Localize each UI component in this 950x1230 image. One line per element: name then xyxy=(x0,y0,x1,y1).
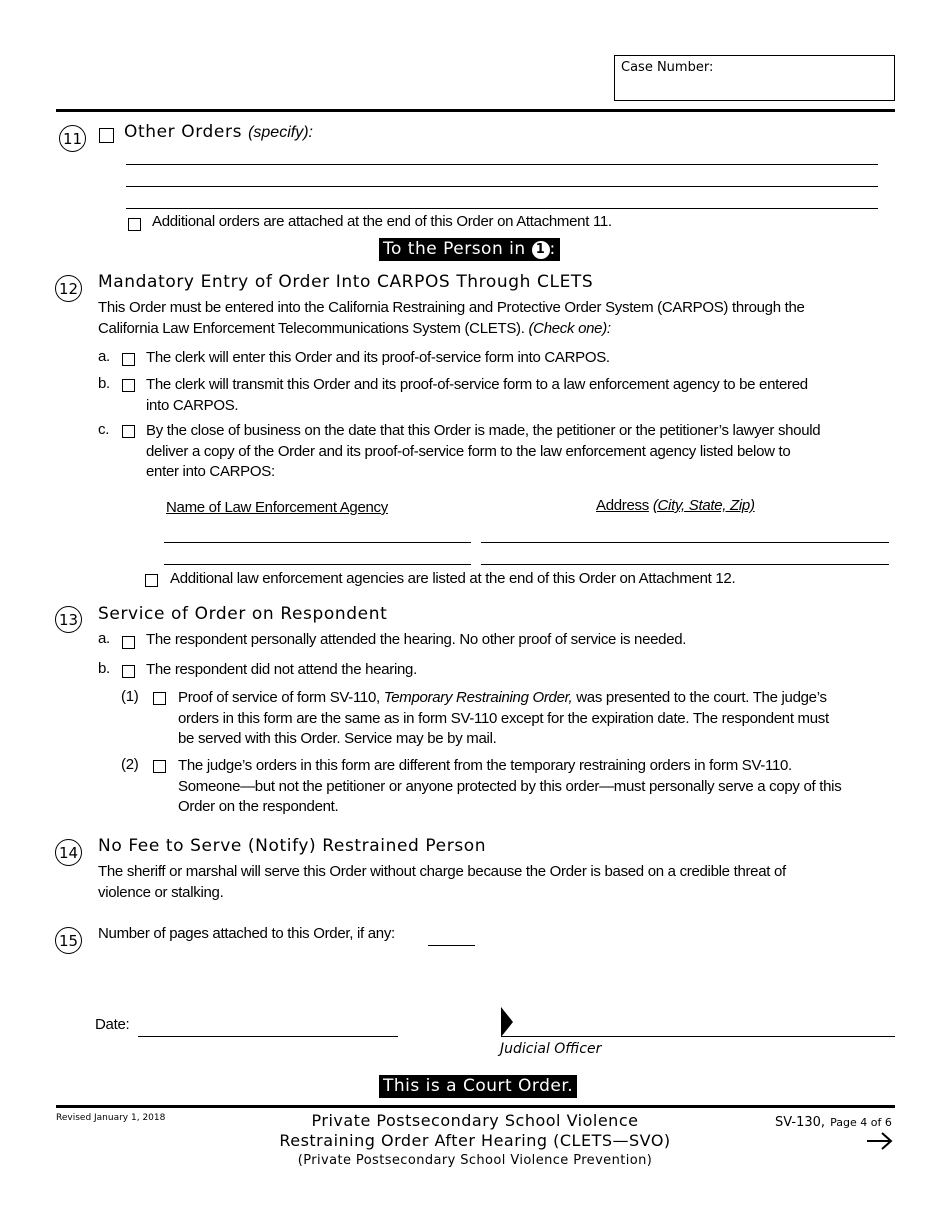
address-line-2[interactable] xyxy=(481,564,889,565)
item-13-number: 13 xyxy=(55,606,82,633)
service-b1-text: Proof of service of form SV-110, Temporary Restraining Order, was presented to the court. The judge’s orders in this form are the same as in form SV-110 except for the expiration date. The respondent must be served with this Order. Service may be by mail. xyxy=(178,689,829,747)
date-field[interactable] xyxy=(138,1036,398,1037)
option-a-letter: a. xyxy=(98,348,110,365)
service-title: Service of Order on Respondent xyxy=(98,604,388,624)
service-a-letter: a. xyxy=(98,630,110,647)
to-person-banner: To the Person in 1 : xyxy=(379,238,560,261)
option-b-checkbox[interactable] xyxy=(122,379,135,392)
form-page-info: SV-130, Page 4 of 6 xyxy=(775,1115,892,1130)
address-line-1[interactable] xyxy=(481,542,889,543)
option-a-checkbox[interactable] xyxy=(122,353,135,366)
service-b-checkbox[interactable] xyxy=(122,665,135,678)
option-b-text: The clerk will transmit this Order and its proof-of-service form to a law enforcement agency to be entered into CARPOS. xyxy=(146,376,808,414)
attachment-12-text: Additional law enforcement agencies are listed at the end of this Order on Attachment 12. xyxy=(170,570,736,587)
pages-attached-field[interactable] xyxy=(428,945,475,946)
no-fee-title: No Fee to Serve (Notify) Restrained Person xyxy=(98,836,487,856)
service-b-text: The respondent did not attend the hearing. xyxy=(146,661,417,678)
item-12-number: 12 xyxy=(55,275,82,302)
other-orders-line-2[interactable] xyxy=(126,186,878,187)
form-title-line-3: (Private Postsecondary School Violence Prevention) xyxy=(297,1153,653,1168)
option-c-letter: c. xyxy=(98,421,110,438)
no-fee-text: The sheriff or marshal will serve this Order without charge because the Order is based on a credible threat of violence or stalking. xyxy=(98,863,786,901)
item-14-number: 14 xyxy=(55,839,82,866)
court-order-banner: This is a Court Order. xyxy=(379,1075,577,1098)
service-b1-checkbox[interactable] xyxy=(153,692,166,705)
service-b2-checkbox[interactable] xyxy=(153,760,166,773)
address-column-header: Address (City, State, Zip) xyxy=(596,497,755,514)
service-b1-label: (1) xyxy=(121,688,139,705)
other-orders-title: Other Orders (specify): xyxy=(124,122,313,142)
carpos-intro: This Order must be entered into the California Restraining and Protective Order System (CARPOS) through the California Law Enforcement Telecommunications System (CLETS). (Check one): xyxy=(98,299,805,337)
form-title-line-2: Restraining Order After Hearing (CLETS—SVO) xyxy=(279,1131,671,1150)
service-b-letter: b. xyxy=(98,660,110,677)
option-a-text: The clerk will enter this Order and its proof-of-service form into CARPOS. xyxy=(146,349,610,366)
option-c-text: By the close of business on the date that this Order is made, the petitioner or the petitioner’s lawyer should deliver a copy of the Order and its proof-of-service form to the law enforcement agency listed below to enter into CARPOS: xyxy=(146,422,821,480)
service-b2-text: The judge’s orders in this form are different from the temporary restraining orders in form SV-110. Someone—but not the petitioner or anyone protected by this order—must personally serve a copy of this Order on the respondent. xyxy=(178,757,842,815)
judicial-officer-label: Judicial Officer xyxy=(500,1041,602,1057)
header-rule xyxy=(56,109,895,112)
attachment-12-checkbox[interactable] xyxy=(145,574,158,587)
form-title xyxy=(230,1111,720,1171)
carpos-title: Mandatory Entry of Order Into CARPOS Through CLETS xyxy=(98,272,594,292)
case-number-box[interactable] xyxy=(614,55,895,101)
option-b-letter: b. xyxy=(98,375,110,392)
service-b2-label: (2) xyxy=(121,756,139,773)
agency-column-header: Name of Law Enforcement Agency xyxy=(166,499,388,516)
case-number-label: Case Number: xyxy=(621,60,714,75)
footer-rule xyxy=(56,1105,895,1108)
person-ref-number: 1 xyxy=(532,241,550,259)
agency-line-1[interactable] xyxy=(164,542,471,543)
date-label: Date: xyxy=(95,1016,130,1033)
other-orders-line-1[interactable] xyxy=(126,164,878,165)
pages-attached-text: Number of pages attached to this Order, if any: xyxy=(98,925,395,942)
attachment-11-text: Additional orders are attached at the end of this Order on Attachment 11. xyxy=(152,213,612,230)
attachment-11-checkbox[interactable] xyxy=(128,218,141,231)
next-page-arrow-icon[interactable] xyxy=(866,1131,894,1156)
service-a-text: The respondent personally attended the hearing. No other proof of service is needed. xyxy=(146,631,687,648)
item-15-number: 15 xyxy=(55,927,82,954)
other-orders-line-3[interactable] xyxy=(126,208,878,209)
other-orders-checkbox[interactable] xyxy=(99,128,114,143)
revised-date: Revised January 1, 2018 xyxy=(56,1113,166,1123)
judicial-officer-signature-line[interactable] xyxy=(501,1036,895,1037)
item-11-number: 11 xyxy=(59,125,86,152)
option-c-checkbox[interactable] xyxy=(122,425,135,438)
form-title-line-1: Private Postsecondary School Violence xyxy=(311,1111,639,1130)
agency-line-2[interactable] xyxy=(164,564,471,565)
service-a-checkbox[interactable] xyxy=(122,636,135,649)
